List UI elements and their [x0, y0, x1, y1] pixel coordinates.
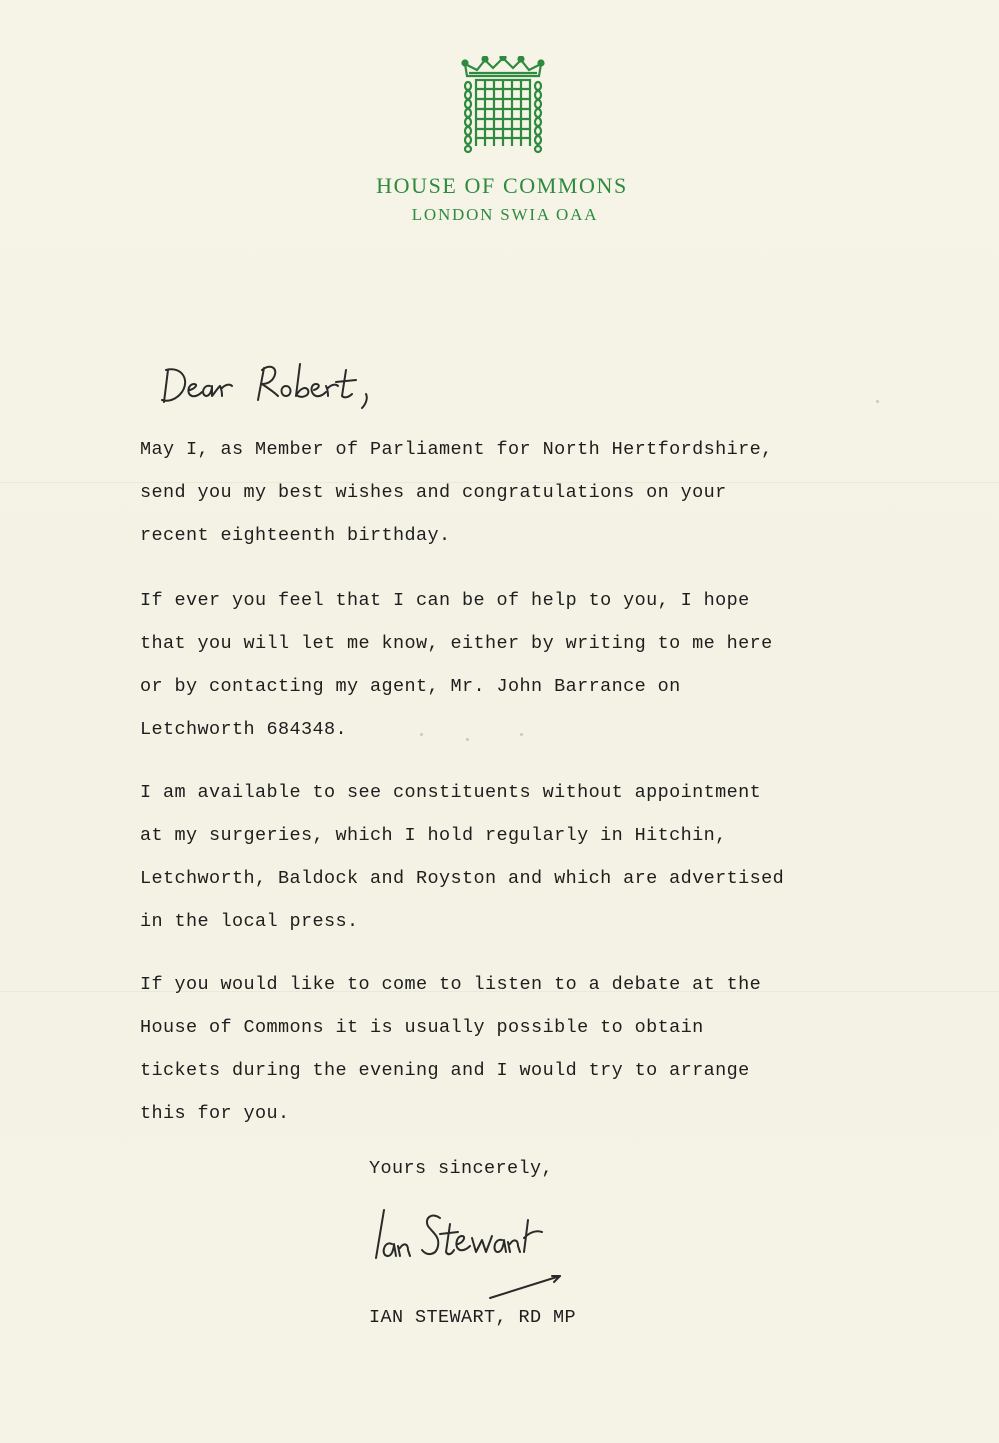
- paper-speck: [420, 733, 423, 736]
- letter-paragraph-2: If ever you feel that I can be of help to you, I hope that you will let me know, either by writing to me here or by contacting my agent, Mr. John Barrance on Letchworth 684348.: [140, 590, 773, 740]
- paper-speck: [466, 738, 469, 741]
- handwritten-salutation: [160, 356, 380, 416]
- letter-closing: Yours sincerely,: [369, 1158, 554, 1179]
- letterhead-address: LONDON SWIA OAA: [411, 205, 599, 224]
- signatory-name: IAN STEWART, RD MP: [369, 1307, 577, 1328]
- paper-speck: [876, 400, 879, 403]
- handwritten-signature: [368, 1200, 568, 1310]
- portcullis-crown-icon: [459, 56, 547, 156]
- letterhead-title: HOUSE OF COMMONS: [376, 173, 628, 198]
- letter-paragraph-4: If you would like to come to listen to a debate at the House of Commons it is usually possible to obtain tickets during the evening and I would try to arrange this for you.: [140, 974, 762, 1124]
- letter-paragraph-3: I am available to see constituents without appointment at my surgeries, which I hold regularly in Hitchin, Letchworth, Baldock and Royston and which are advertised in the local press.: [140, 782, 785, 932]
- letter-paragraph-1: May I, as Member of Parliament for North Hertfordshire, send you my best wishes and congratulations on your recent eighteenth birthday.: [140, 439, 773, 546]
- paper-speck: [520, 733, 523, 736]
